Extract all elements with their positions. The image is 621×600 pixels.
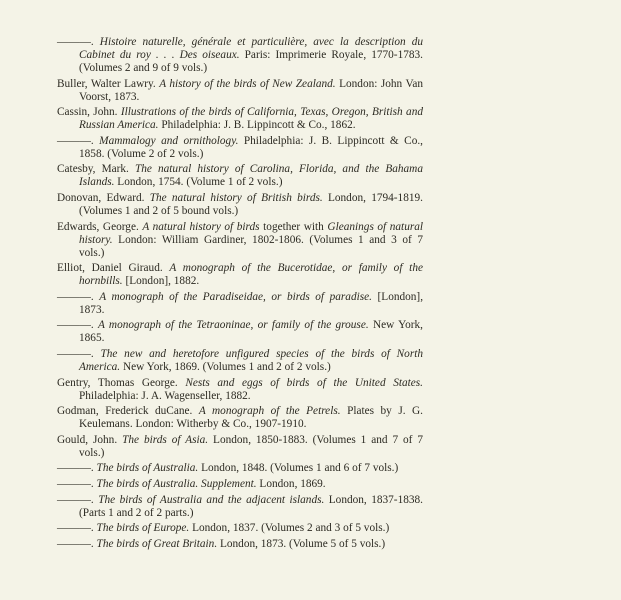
entry-publication: Philadelphia: J. B. Lippincott & Co., 1858. (Volume 2 of 2 vols.) [79, 134, 423, 160]
entry-title: The birds of Australia. [96, 462, 199, 475]
entry-title: The birds of Great Britain. [96, 537, 218, 550]
entry-publication: Philadelphia: J. B. Lippincott & Co., 1862. [161, 119, 356, 132]
bibliography-list [57, 36, 423, 553]
entry-author: ———. [57, 319, 94, 332]
entry-title: The birds of Australia. Supplement. [96, 477, 257, 490]
entry-author: ———. [57, 36, 94, 48]
bibliography-entry [57, 36, 423, 75]
entry-title: Histoire naturelle, générale et particulière, avec la description du Cabinet du roy . . . Des oiseaux. [79, 36, 424, 61]
entry-publication: London, 1794-1819. (Volumes 1 and 2 of 5 bound vols.) [79, 191, 423, 217]
entry-title: Illustrations of the birds of California, Texas, Oregon, British and Russian America. [79, 106, 423, 132]
entry-publication: Paris: Imprimerie Royale, 1770-1783. (Volumes 2 and 9 of 9 vols.) [79, 49, 423, 74]
bibliography-entry [57, 262, 423, 288]
entry-publication: Philadelphia: J. A. Wagenseller, 1882. [79, 389, 251, 402]
entry-publication: London, 1837. (Volumes 2 and 3 of 5 vols.) [192, 522, 390, 535]
entry-title-secondary: Gleanings of natural history. [79, 220, 424, 246]
entry-publication: [London], 1873. [79, 290, 424, 316]
entry-author: Elliot, Daniel Giraud. [57, 262, 163, 275]
entry-publication: London: William Gardiner, 1802-1806. (Volumes 1 and 3 of 7 vols.) [79, 233, 423, 259]
entry-title: Nests and eggs of birds of the United States. [185, 376, 423, 389]
entry-author: Buller, Walter Lawry. [57, 77, 156, 90]
bibliography-entry [57, 522, 423, 535]
entry-author: ———. [57, 290, 94, 303]
entry-title: A monograph of the Bucerotidae, or family of the hornbills. [79, 262, 423, 288]
bibliography-entry [57, 291, 423, 317]
entry-title: The new and heretofore unfigured species of the birds of North America. [79, 347, 424, 373]
bibliography-entry [57, 478, 423, 491]
entry-title: A monograph of the Paradiseidae, or birds of paradise. [99, 290, 372, 303]
entry-author: ———. [57, 537, 94, 550]
entry-title: A monograph of the Petrels. [198, 405, 341, 418]
bibliography-entry [57, 319, 423, 345]
bibliography-entry [57, 135, 423, 161]
entry-author: Godman, Frederick duCane. [57, 405, 193, 418]
entry-publication: London: John Van Voorst, 1873. [79, 77, 424, 103]
bibliography-entry [57, 106, 423, 132]
entry-publication: London, 1754. (Volume 1 of 2 vols.) [117, 176, 283, 189]
bibliography-entry [57, 462, 423, 475]
entry-publication: London, 1869. [259, 477, 326, 490]
entry-author: ———. [57, 462, 94, 475]
entry-title: The birds of Asia. [122, 433, 209, 446]
entry-title: The birds of Europe. [96, 522, 190, 535]
entry-author: Gould, John. [57, 433, 118, 446]
entry-author: ———. [57, 522, 94, 535]
entry-publication: Plates by J. G. Keulemans. London: Witherby & Co., 1907-1910. [79, 405, 424, 431]
entry-publication: London, 1873. (Volume 5 of 5 vols.) [219, 537, 386, 550]
entry-title: The natural history of Carolina, Florida, and the Bahama Islands. [79, 163, 423, 189]
bibliography-entry [57, 78, 423, 104]
entry-publication: London, 1837-1838. (Parts 1 and 2 of 2 parts.) [79, 493, 423, 519]
entry-author: ———. [57, 134, 94, 147]
entry-author: Donovan, Edward. [57, 191, 145, 204]
entry-title: The natural history of British birds. [149, 191, 323, 204]
entry-title: A monograph of the Tetraoninae, or family of the grouse. [97, 319, 369, 332]
bibliography-entry [57, 377, 423, 403]
entry-author: Edwards, George. [57, 220, 139, 233]
bibliography-entry [57, 494, 423, 520]
entry-title: Mammalogy and ornithology. [99, 134, 239, 147]
bibliography-entry [57, 434, 423, 460]
entry-title: A history of the birds of New Zealand. [159, 77, 336, 90]
bibliography-entry [57, 538, 423, 551]
bibliography-entry [57, 192, 423, 218]
entry-author: ———. [57, 493, 94, 506]
entry-title: The birds of Australia and the adjacent islands. [98, 493, 325, 506]
entry-author: Cassin, John. [57, 106, 118, 119]
entry-publication: New York, 1869. (Volumes 1 and 2 of 2 vols.) [122, 360, 331, 373]
entry-publication: New York, 1865. [79, 319, 424, 345]
entry-connector: together with [263, 220, 324, 233]
entry-author: Catesby, Mark. [57, 163, 129, 176]
entry-author: ———. [57, 347, 94, 360]
bibliography-entry [57, 163, 423, 189]
entry-title: A natural history of birds [142, 220, 260, 233]
entry-author: ———. [57, 477, 94, 490]
bibliography-entry [57, 221, 423, 260]
entry-author: Gentry, Thomas George. [57, 376, 178, 389]
entry-publication: [London], 1882. [125, 275, 200, 288]
bibliography-entry [57, 405, 423, 431]
bibliography-entry [57, 348, 423, 374]
entry-publication: London, 1850-1883. (Volumes 1 and 7 of 7 vols.) [79, 433, 424, 459]
entry-publication: London, 1848. (Volumes 1 and 6 of 7 vols.) [201, 462, 399, 475]
